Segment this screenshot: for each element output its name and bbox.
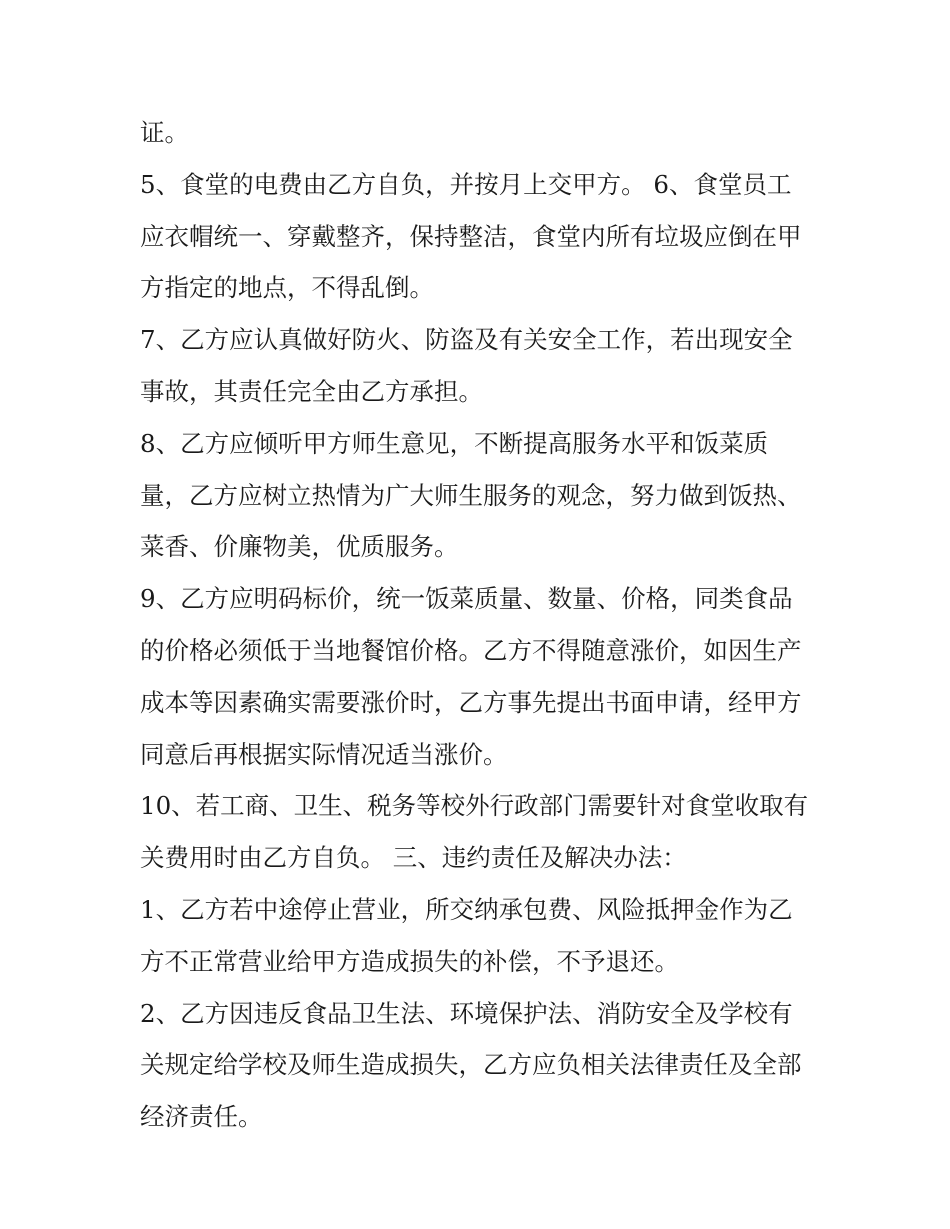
text-line: 2、乙方因违反食品卫生法、环境保护法、消防安全及学校有 xyxy=(140,998,793,1028)
text-line: 事故，其责任完全由乙方承担。 xyxy=(140,376,483,406)
text-line: 方不正常营业给甲方造成损失的补偿，不予退还。 xyxy=(140,946,679,976)
text-line: 证。 xyxy=(140,118,189,147)
text-line: 同意后再根据实际情况适当涨价。 xyxy=(140,739,508,769)
text-line: 量，乙方应树立热情为广大师生服务的观念，努力做到饭热、 xyxy=(140,480,802,510)
text-line: 方指定的地点，不得乱倒。 xyxy=(140,273,434,303)
text-line: 9、乙方应明码标价，统一饭菜质量、数量、价格，同类食品 xyxy=(140,584,793,614)
text-line: 成本等因素确实需要涨价时，乙方事先提出书面申请，经甲方 xyxy=(140,687,802,717)
text-line: 7、乙方应认真做好防火、防盗及有关安全工作，若出现安全 xyxy=(140,325,793,355)
text-line: 的价格必须低于当地餐馆价格。乙方不得随意涨价，如因生产 xyxy=(140,635,802,665)
text-line: 10、若工商、卫生、税务等校外行政部门需要针对食堂收取有 xyxy=(140,791,809,821)
text-line: 关规定给学校及师生造成损失，乙方应负相关法律责任及全部 xyxy=(140,1050,802,1080)
text-line: 1、乙方若中途停止营业，所交纳承包费、风险抵押金作为乙 xyxy=(140,894,793,924)
text-line: 菜香、价廉物美，优质服务。 xyxy=(140,532,459,562)
text-line: 5、食堂的电费由乙方自负，并按月上交甲方。 6、食堂员工 xyxy=(140,169,792,199)
text-line: 应衣帽统一、穿戴整齐，保持整洁，食堂内所有垃圾应倒在甲 xyxy=(140,221,802,251)
text-line: 关费用时由乙方自负。 三、违约责任及解决办法： xyxy=(140,843,687,873)
text-line: 经济责任。 xyxy=(140,1102,263,1132)
text-line: 8、乙方应倾听甲方师生意见，不断提高服务水平和饭菜质 xyxy=(140,428,769,458)
contract-text xyxy=(140,107,840,1143)
